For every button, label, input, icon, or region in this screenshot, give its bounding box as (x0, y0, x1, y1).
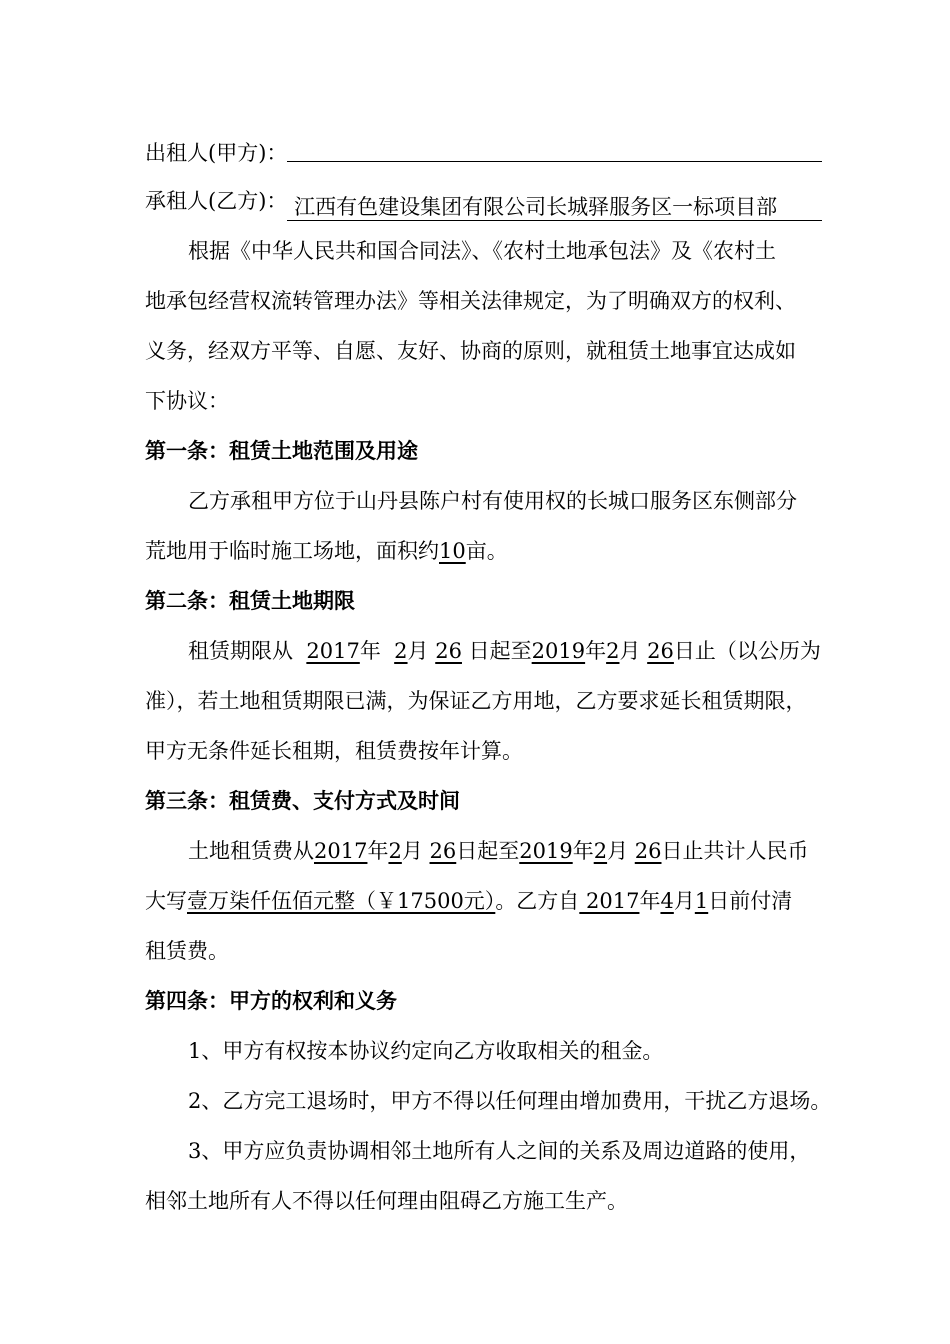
year-unit: 年 (585, 639, 607, 663)
article3-text: 日起至 (456, 839, 520, 863)
month-unit: 月 (619, 639, 641, 663)
article4-heading: 第四条：甲方的权利和义务 (145, 988, 397, 1013)
lessee-value (287, 192, 822, 221)
article1-heading: 第一条：租赁土地范围及用途 (145, 438, 418, 463)
month-unit: 月 (607, 839, 629, 863)
article3-line-1 (188, 836, 809, 866)
month-unit: 月 (673, 889, 695, 913)
land-area: 10 (439, 539, 466, 563)
intro-line-3: 义务，经双方平等、自愿、友好、协商的原则，就租赁土地事宜达成如 (145, 339, 796, 363)
article1-line-2 (145, 536, 508, 566)
article3-text: 日止共计人民币 (661, 839, 809, 863)
article2-text: 日起至 (468, 639, 532, 663)
pay-year: 2017 (586, 889, 640, 913)
lessor-line (145, 138, 822, 168)
lessee-label: 承租人(乙方)： (145, 189, 288, 213)
month-unit: 月 (407, 639, 429, 663)
lessor-label: 出租人(甲方)： (145, 141, 288, 165)
article4-item-2: 2、乙方完工退场时，甲方不得以任何理由增加费用，干扰乙方退场。 (188, 1089, 832, 1113)
article1-text: 荒地用于临时施工场地，面积约 (145, 539, 439, 563)
article4-item-3-line-1: 3、甲方应负责协调相邻土地所有人之间的关系及周边道路的使用， (188, 1139, 811, 1163)
fee-start-year: 2017 (314, 839, 368, 863)
article3-text: 大写 (145, 889, 187, 913)
intro-line-1: 根据《中华人民共和国合同法》、《农村土地承包法》及《农村土 (188, 239, 776, 263)
month-unit: 月 (401, 839, 423, 863)
year-unit: 年 (572, 839, 594, 863)
article3-text: 土地租赁费从 (188, 839, 314, 863)
start-month: 2 (394, 639, 408, 663)
article2-text: 租赁期限从 (188, 639, 293, 663)
article3-line-2 (145, 886, 792, 916)
article4-item-1: 1、甲方有权按本协议约定向乙方收取相关的租金。 (188, 1039, 664, 1063)
end-day: 26 (647, 639, 674, 663)
fee-amount: 壹万柒仟伍佰元整（￥17500元） (187, 889, 496, 913)
article3-heading: 第三条：租赁费、支付方式及时间 (145, 788, 460, 813)
article2-heading: 第二条：租赁土地期限 (145, 588, 355, 613)
start-day: 26 (435, 639, 462, 663)
year-unit: 年 (639, 889, 661, 913)
lessor-blank (287, 139, 822, 162)
article3-line-3: 租赁费。 (145, 939, 229, 963)
article1-unit: 亩。 (465, 539, 508, 563)
article2-line-1 (188, 636, 821, 666)
year-unit: 年 (359, 639, 381, 663)
pay-month: 4 (660, 889, 674, 913)
article1-line-1: 乙方承租甲方位于山丹县陈户村有使用权的长城口服务区东侧部分 (188, 489, 797, 513)
end-month: 2 (606, 639, 620, 663)
article3-text: 。乙方自 (495, 889, 580, 913)
fee-start-day: 26 (429, 839, 457, 863)
article2-line-3: 甲方无条件延长租期，租赁费按年计算。 (145, 739, 523, 763)
start-year: 2017 (306, 639, 360, 663)
intro-line-2: 地承包经营权流转管理办法》等相关法律规定，为了明确双方的权利、 (145, 289, 796, 313)
fee-end-month: 2 (593, 839, 608, 863)
article3-text: 日前付清 (708, 889, 793, 913)
fee-start-month: 2 (388, 839, 402, 863)
lessee-line (145, 186, 822, 221)
article4-item-3-line-2: 相邻土地所有人不得以任何理由阻碍乙方施工生产。 (145, 1189, 628, 1213)
fee-end-day: 26 (634, 839, 662, 863)
end-year: 2019 (531, 639, 586, 663)
article2-line-2: 准），若土地租赁期限已满，为保证乙方用地，乙方要求延长租赁期限， (145, 689, 807, 713)
intro-line-4: 下协议： (145, 389, 229, 413)
pay-day: 1 (694, 889, 709, 913)
fee-end-year: 2019 (519, 839, 573, 863)
year-unit: 年 (367, 839, 389, 863)
article2-text: 日止（以公历为 (673, 639, 821, 663)
lessee-name: 江西有色建设集团有限公司长城驿服务区一标项目部 (294, 195, 778, 219)
